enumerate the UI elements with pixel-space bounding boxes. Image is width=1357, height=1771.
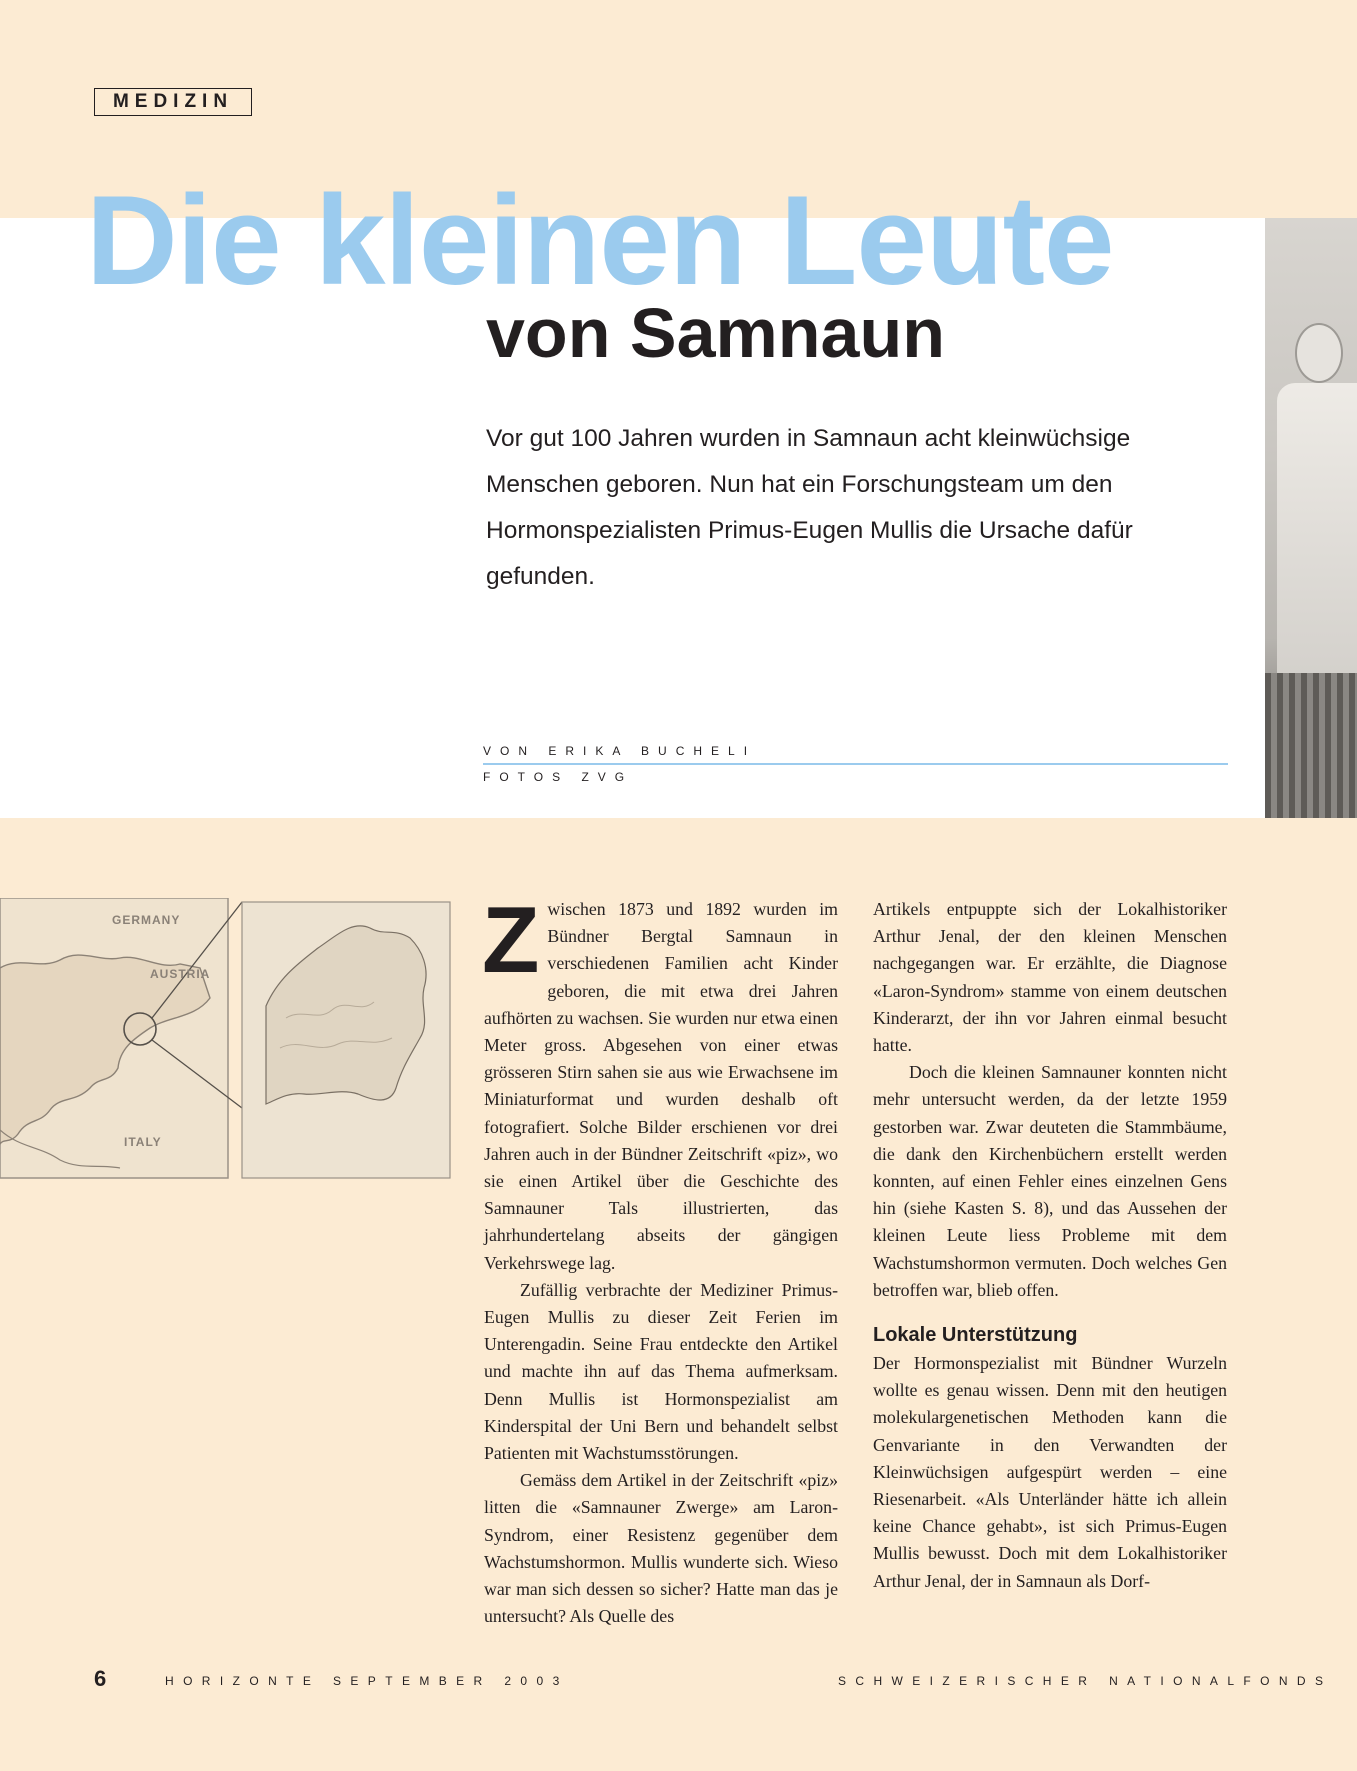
location-map	[0, 898, 452, 1180]
paragraph-text: wischen 1873 und 1892 wurden im Bündner Bergtal Samnaun in verschiedenen Familien acht Kinder geboren, die mit etwa drei Jahren aufhörten zu wachsen. Sie wurden nur etwa einen Meter gross. Abgesehen von einer etwas grösseren Stirn sahen sie aus wie Erwachsene im Miniaturformat und wurden deshalb oft fotografiert. Solche Bilder erschienen vor drei Jahren auch in der Bündner Zeitschrift «piz», wo sie einen Artikel über die Geschichte des Samnauner Tals illustrierten, das jahrhundertelang abseits der gängigen Verkehrswege lag.	[484, 899, 838, 1273]
lead-paragraph: Vor gut 100 Jahren wurden in Samnaun acht kleinwüchsige Menschen geboren. Nun hat ein Forschungsteam um den Hormonspezialisten Primus-Eugen Mullis die Ursache dafür gefunden.	[486, 425, 1133, 590]
byline-divider	[483, 763, 1228, 765]
byline-author: VON ERIKA BUCHELI	[483, 744, 757, 758]
map-label-austria: AUSTRIA	[150, 967, 211, 981]
paragraph: Artikels entpuppte sich der Lokalhistoriker Arthur Jenal, der den kleinen Menschen nachgegangen war. Er erzählte, die Diagnose «Laron-Syndrom» stamme von einem deutschen Kinderarzt, der ihn vor Jahren einmal besucht hatte.	[873, 899, 1227, 1056]
article-column-1	[482, 887, 838, 1630]
map-label-italy: ITALY	[124, 1135, 162, 1149]
footer-publication: HORIZONTE SEPTEMBER 2003	[165, 1674, 569, 1688]
photo-figure	[1277, 383, 1357, 673]
photo-face	[1295, 323, 1343, 383]
paragraph: Doch die kleinen Samnauner konnten nicht mehr untersucht werden, da der letzte 1959 gestorben war. Zwar deuteten die Stammbäume, die dank den Kirchenbüchern erstellt werden konnten, auf einen Fehler eines einzelnen Gens hin (siehe Kasten S. 8), und das Aussehen der kleinen Leute liess Probleme mit dem Wachstumshormon vermuten. Doch welches Gen betroffen war, blieb offen.	[873, 1062, 1227, 1300]
article-subtitle: von Samnaun	[486, 294, 945, 372]
drop-cap: Z	[482, 887, 540, 992]
paragraph: Zufällig verbrachte der Mediziner Primus-Eugen Mullis zu dieser Zeit Ferien im Unterengadin. Seine Frau entdeckte den Artikel und machte ihn auf das Thema aufmerksam. Denn Mullis ist Hormonspezialist am Kinderspital der Uni Bern und behandelt selbst Patienten mit Wachstumsstörungen.	[484, 1279, 838, 1464]
article-title: Die kleinen Leute	[86, 169, 1114, 311]
paragraph: Gemäss dem Artikel in der Zeitschrift «piz» litten die «Samnauner Zwerge» am Laron-Syndrom, einer Resistenz gegenüber dem Wachstumshormon. Mullis wunderte sich. Wieso war man sich dessen so sicher? Hatte man das je untersucht? Als Quelle des	[484, 1470, 838, 1627]
section-heading: Lokale Unterstützung	[873, 1324, 1078, 1347]
byline-photos: FOTOS ZVG	[483, 770, 634, 784]
article-column-2	[873, 896, 1227, 1595]
paragraph: Der Hormonspezialist mit Bündner Wurzeln wollte es genau wissen. Denn mit den heutigen molekulargenetischen Methoden kann die Genvariante in den Verwandten der Kleinwüchsigen aufgespürt werden – eine Riesenarbeit. «Als Unterländer hätte ich allein keine Chance gehabt», ist sich Primus-Eugen Mullis bewusst. Doch mit dem Lokalhistoriker Arthur Jenal, der in Samnaun als Dorf-	[873, 1353, 1227, 1591]
footer-publisher: SCHWEIZERISCHER NATIONALFONDS	[838, 1674, 1333, 1688]
section-tag: MEDIZIN	[94, 88, 252, 116]
page-number: 6	[94, 1666, 107, 1691]
photo-rug	[1265, 673, 1357, 818]
historic-photo	[1265, 218, 1357, 818]
map-label-germany: GERMANY	[112, 913, 181, 927]
paragraph	[482, 887, 838, 1277]
